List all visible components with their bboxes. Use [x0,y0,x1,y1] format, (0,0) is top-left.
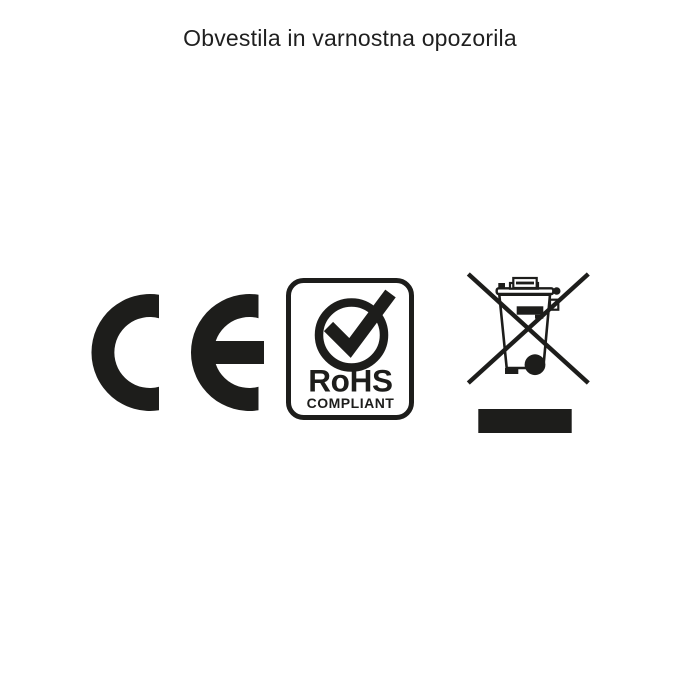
ce-letter-e-middle-bar [211,341,264,364]
weee-crossed-out-bin-icon [462,270,594,436]
ce-letters [91,294,264,411]
bin-wheel [525,354,546,375]
bin-handle-slot [516,282,534,285]
page-title: Obvestila in varnostna opozorila [183,25,517,51]
rohs-badge-icon [286,278,414,420]
ce-marking-icon [88,290,268,415]
bin-lid-right-knob [553,287,561,295]
rohs-title-label: RoHS [308,362,393,399]
weee-underline-bar [478,409,571,433]
bin-lid-left-nub [498,283,505,289]
ce-letter-c [91,294,159,411]
rohs-compliant-label: COMPLIANT [306,395,395,411]
bin-foot [505,368,518,374]
bin-label-bar [517,306,544,314]
